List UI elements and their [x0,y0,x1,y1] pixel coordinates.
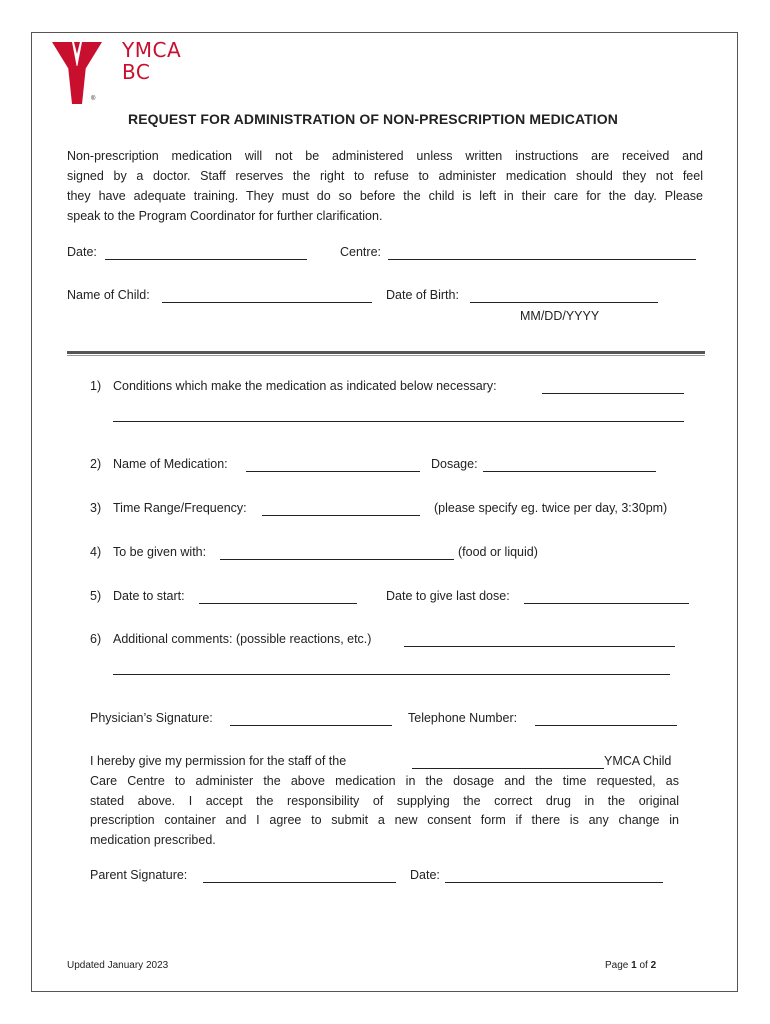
page-current: 1 [631,960,637,971]
intro-line-1: Non-prescription medication will not be administered unless written instructions are received and [67,149,703,163]
start-date-field[interactable] [199,603,357,604]
intro-line-2: signed by a doctor. Staff reserves the right to refuse to administer medication should they not feel [67,169,703,183]
given-with-field[interactable] [220,559,454,560]
dob-field[interactable] [470,302,658,303]
given-with-hint: (food or liquid) [458,545,538,559]
conditions-field-line-2[interactable] [113,421,684,422]
start-date-label: Date to start: [113,589,185,603]
centre-label: Centre: [340,245,381,259]
page-total: 2 [650,960,657,971]
permission-paragraph [90,772,679,850]
item-1-number: 1) [90,379,102,393]
dosage-label: Dosage: [431,457,478,471]
of-word: of [639,960,648,971]
child-name-label: Name of Child: [67,288,150,302]
parent-signature-label: Parent Signature: [90,868,188,882]
parent-date-label: Date: [410,868,440,882]
intro-line-4: speak to the Program Coordinator for further clarification. [67,209,383,223]
registered-mark: ® [91,96,96,102]
item-3-number: 3) [90,501,102,515]
parent-date-field[interactable] [445,882,663,883]
last-dose-field[interactable] [524,603,689,604]
given-with-label: To be given with: [113,545,207,559]
page-number [605,960,656,971]
comments-field[interactable] [404,646,675,647]
last-dose-label: Date to give last dose: [386,589,510,603]
logo-text-bc: BC [122,60,151,84]
dob-label: Date of Birth: [386,288,459,302]
item-4-number: 4) [90,545,102,559]
centre-field[interactable] [388,259,696,260]
permission-line-2: Care Centre to administer the above medication in the dosage and the time requested, as [90,774,679,788]
physician-signature-field[interactable] [230,725,392,726]
permission-line-4: prescription container and I agree to submit a new consent form if there is any change in [90,813,679,827]
telephone-label: Telephone Number: [408,711,518,725]
conditions-field[interactable] [542,393,684,394]
child-name-field[interactable] [162,302,372,303]
intro-line-3: they have adequate training. They must do so before the child is left in their care for the day. Please [67,189,703,203]
medication-name-label: Name of Medication: [113,457,228,471]
comments-field-line-2[interactable] [113,674,670,675]
page-title: REQUEST FOR ADMINISTRATION OF NON-PRESCRIPTION MEDICATION [128,111,618,127]
item-1-label: Conditions which make the medication as indicated below necessary: [113,379,497,393]
dob-format-hint: MM/DD/YYYY [520,309,600,323]
dosage-field[interactable] [483,471,656,472]
updated-date: Updated January 2023 [67,960,169,971]
permission-line-3: stated above. I accept the responsibility of supplying the correct drug in the original [90,793,679,808]
permission-line-5: medication prescribed. [90,832,216,847]
item-6-number: 6) [90,632,102,646]
frequency-hint: (please specify eg. twice per day, 3:30pm) [434,501,668,515]
item-5-number: 5) [90,589,102,603]
permission-line-1a: I hereby give my permission for the staff of the [90,754,347,768]
section-divider [67,351,705,354]
section-divider-thin [67,355,705,356]
ymca-logo-icon [50,40,110,106]
date-label: Date: [67,245,97,259]
centre-name-field[interactable] [412,768,604,769]
item-2-number: 2) [90,457,102,471]
physician-signature-label: Physician’s Signature: [90,711,213,725]
frequency-field[interactable] [262,515,420,516]
telephone-field[interactable] [535,725,677,726]
permission-line-1b: YMCA Child [604,754,672,768]
logo-text-ymca: YMCA [122,38,182,62]
medication-name-field[interactable] [246,471,420,472]
date-field[interactable] [105,259,307,260]
page-word: Page [605,960,629,971]
parent-signature-field[interactable] [203,882,396,883]
comments-label: Additional comments: (possible reactions, etc.) [113,632,372,646]
frequency-label: Time Range/Frequency: [113,501,247,515]
intro-paragraph [67,146,703,226]
